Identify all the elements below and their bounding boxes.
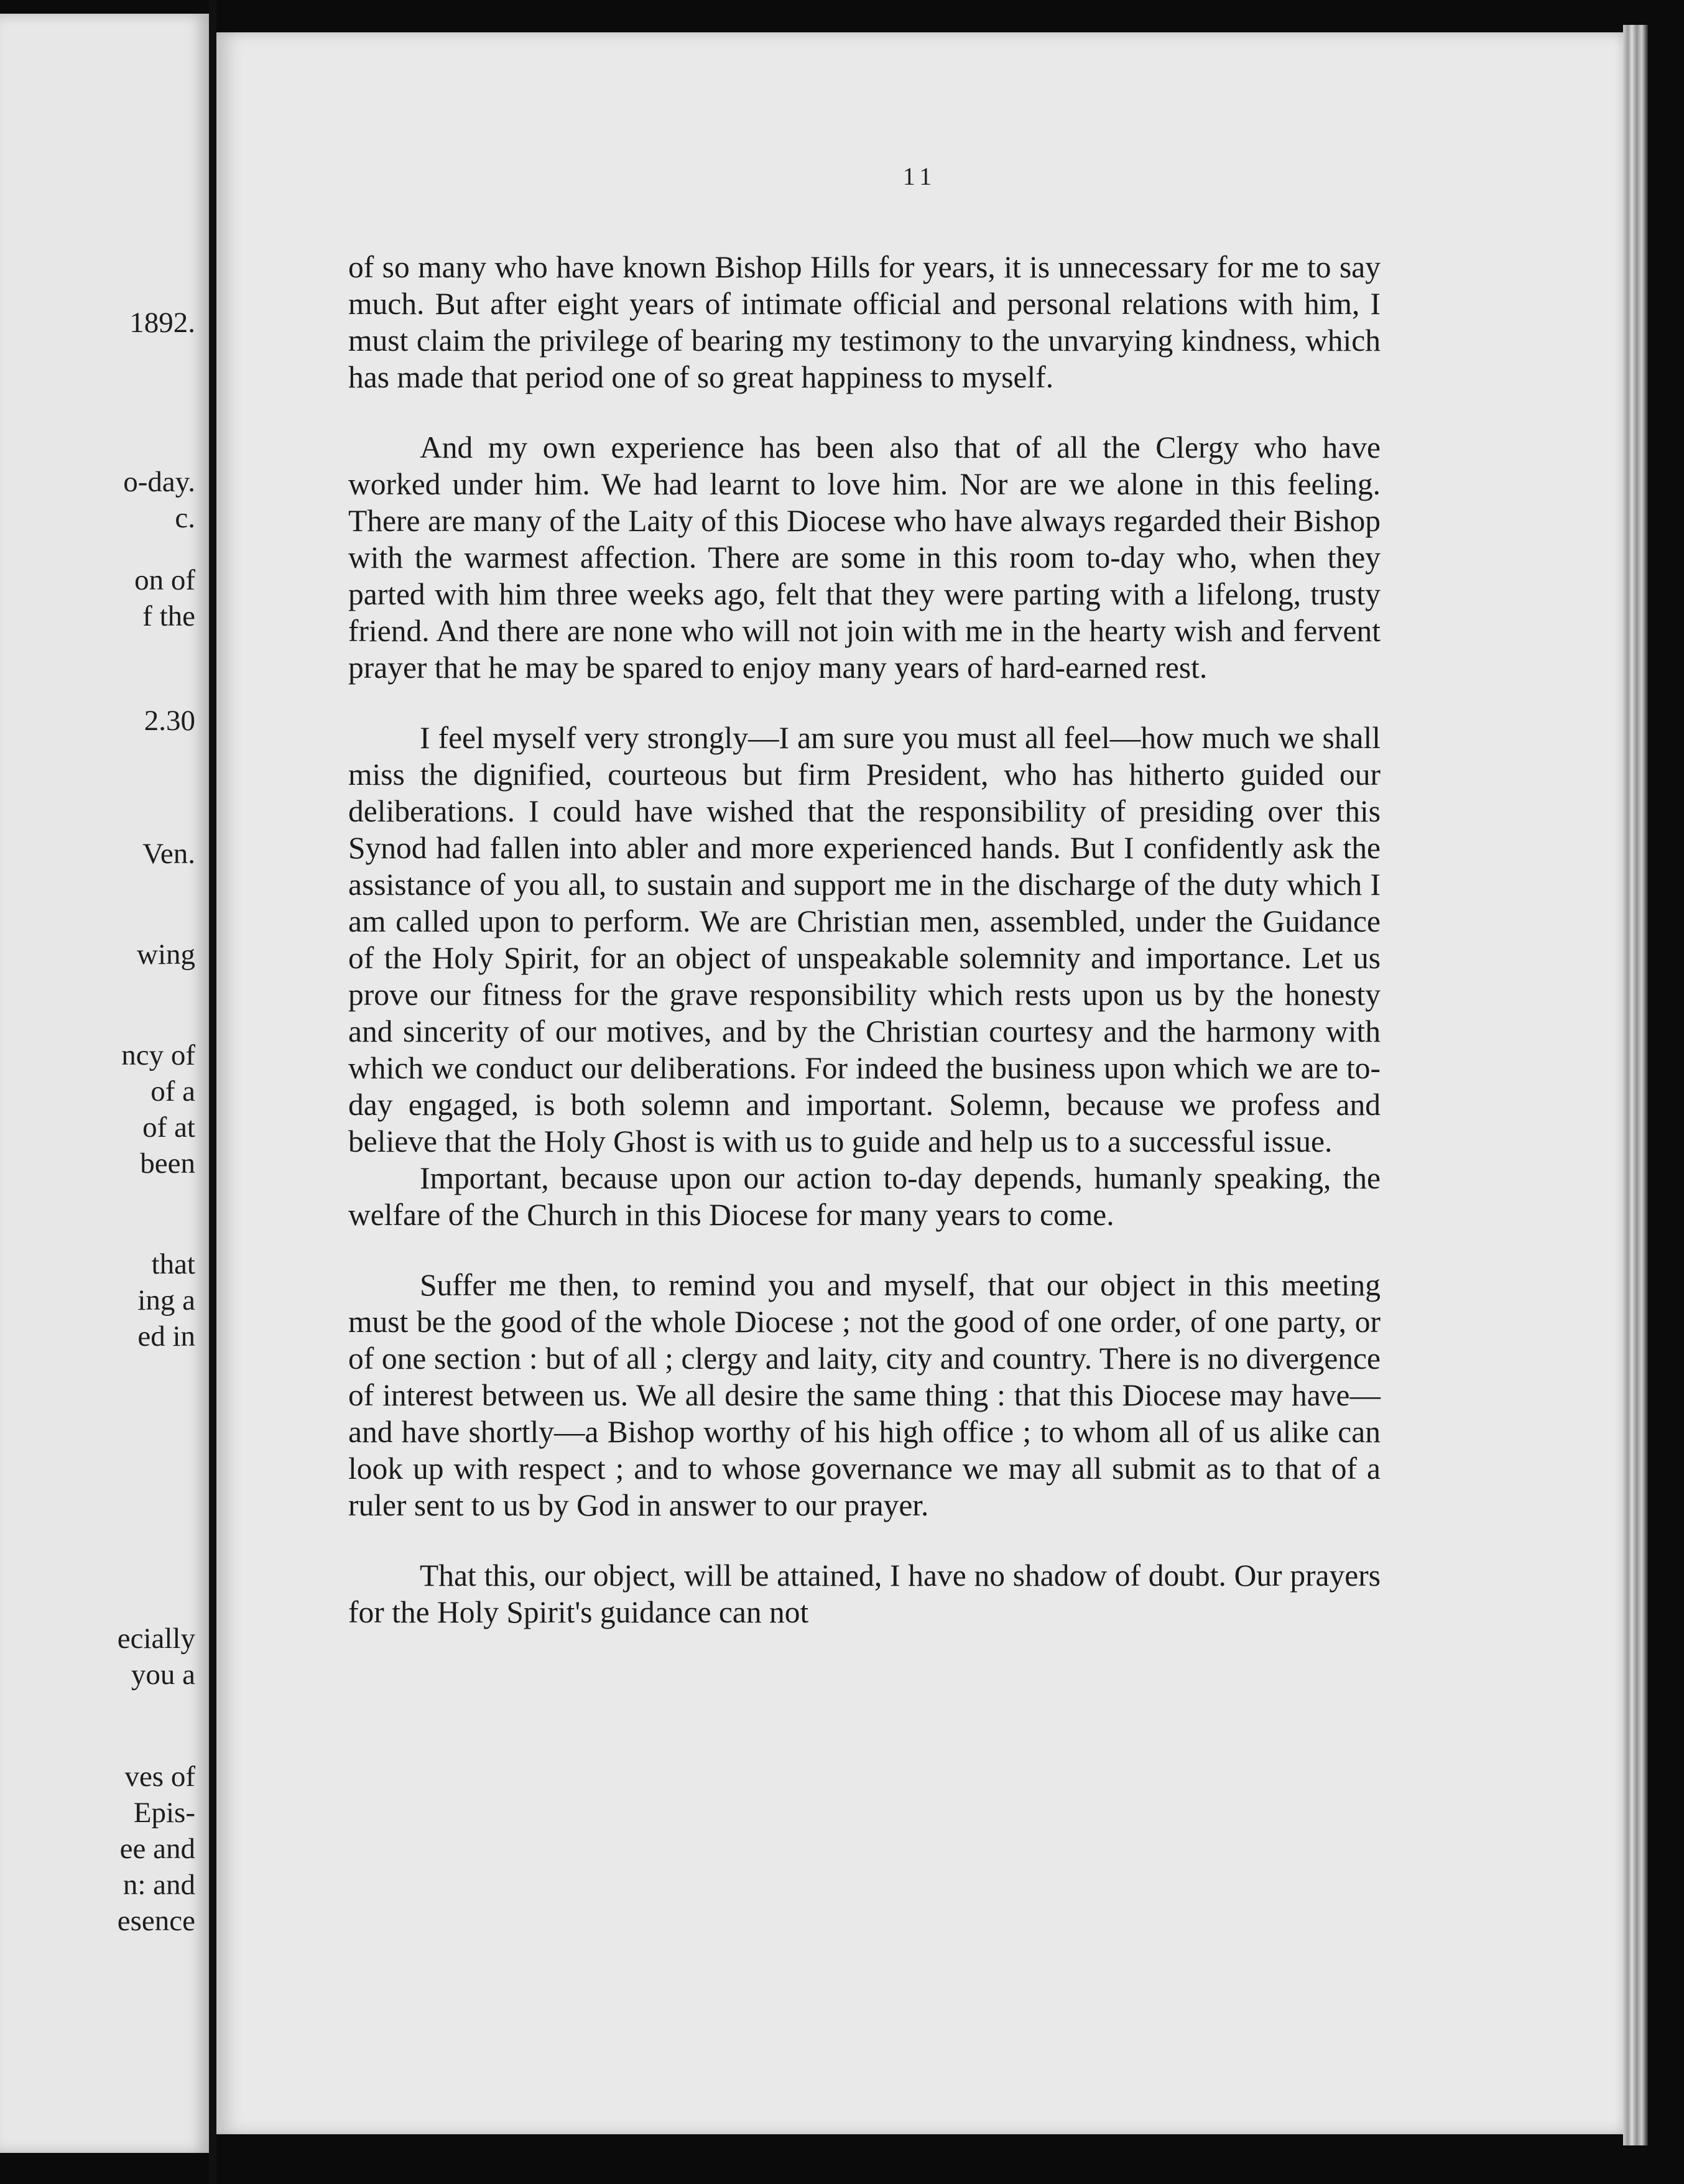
left-page-fragment: esence [117,1905,195,1937]
left-page-fragment: of at [142,1111,195,1144]
previous-page-edge [0,14,209,2153]
paragraph: Important, because upon our action to-day depends, humanly speaking, the welfare of the Church in this Diocese for many years to come. [348,1161,1381,1232]
paragraph: And my own experience has been also that of all the Clergy who have worked under him. We had learnt to love him. Nor are we alone in this feeling. There are many of the Laity of this Diocese who have always regarded their Bishop with the warmest affection. There are some in this room to-day who, when they parted with him three weeks ago, felt that they were parting with a lifelong, trusty friend. And there are none who will not join with me in the hearty wish and fervent prayer that he may be spared to enjoy many years of hard-earned rest. [348,430,1381,685]
page-number: 11 [902,162,937,190]
left-page-fragment: f the [142,600,195,632]
paragraph: Suffer me then, to remind you and myself, that our object in this meeting must be the good of the whole Diocese ; not the good of one order, of one party, or of one section : but of all ; clergy and laity, city and country. There is no divergence of interest between us. We all desire the same thing : that this Diocese may have—and have shortly—a Bishop worthy of his high office ; to whom all of us alike can look up with respect ; and to whose governance we may all submit as to that of a ruler sent to us by God in answer to our prayer. [348,1268,1381,1522]
left-page-fragment: 2.30 [144,705,195,737]
book-gutter [209,0,216,2184]
left-page-fragment: Ven. [142,838,195,870]
current-page [216,32,1623,2134]
left-page-fragment: ecially [117,1622,195,1655]
left-page-fragment: wing [137,938,195,971]
body-text [348,249,1381,1631]
left-page-fragment: c. [175,502,195,534]
left-page-fragment: 1892. [129,307,195,339]
left-page-fragment: of a [150,1075,195,1108]
left-page-fragment: you a [131,1659,195,1691]
page-stack-edge [1623,25,1648,2145]
left-page-fragment: ed in [137,1320,195,1353]
paragraph: That this, our object, will be attained, I have no shadow of doubt. Our prayers for the Holy Spirit's guidance can not [348,1558,1381,1629]
paragraph: I feel myself very strongly—I am sure you must all feel—how much we shall miss the dignified, courteous but firm President, who has hitherto guided our deliberations. I could have wished that the responsibility of presiding over this Synod had fallen into abler and more experienced hands. But I confidently ask the assistance of you all, to sustain and support me in the discharge of the duty which I am called upon to perform. We are Christian men, assembled, under the Guidance of the Holy Spirit, for an object of unspeakable solemnity and importance. Let us prove our fitness for the grave responsibility which rests upon us by the honesty and sincerity of our motives, and by the Christian courtesy and the harmony with which we conduct our deliberations. For indeed the business upon which we are to-day engaged, is both solemn and important. Solemn, because we profess and believe that the Holy Ghost is with us to guide and help us to a successful issue. [348,721,1381,1159]
left-page-fragment: been [140,1147,195,1180]
paragraph: of so many who have known Bishop Hills for years, it is unnecessary for me to say much. But after eight years of intimate official and personal relations with him, I must claim the privilege of bearing my testimony to the unvarying kindness, which has made that period one of so great happiness to myself. [348,250,1381,394]
left-page-fragment: ee and [119,1833,195,1865]
left-page-fragment: o-day. [123,466,195,498]
left-page-fragment: ves of [124,1761,195,1793]
left-page-fragment: Epis- [133,1797,195,1829]
left-page-fragment: on of [134,564,195,596]
left-page-fragment: ing a [137,1284,195,1316]
left-page-fragment: ncy of [121,1039,195,1071]
left-page-fragment: n: and [123,1869,195,1901]
left-page-fragment: that [151,1248,195,1280]
